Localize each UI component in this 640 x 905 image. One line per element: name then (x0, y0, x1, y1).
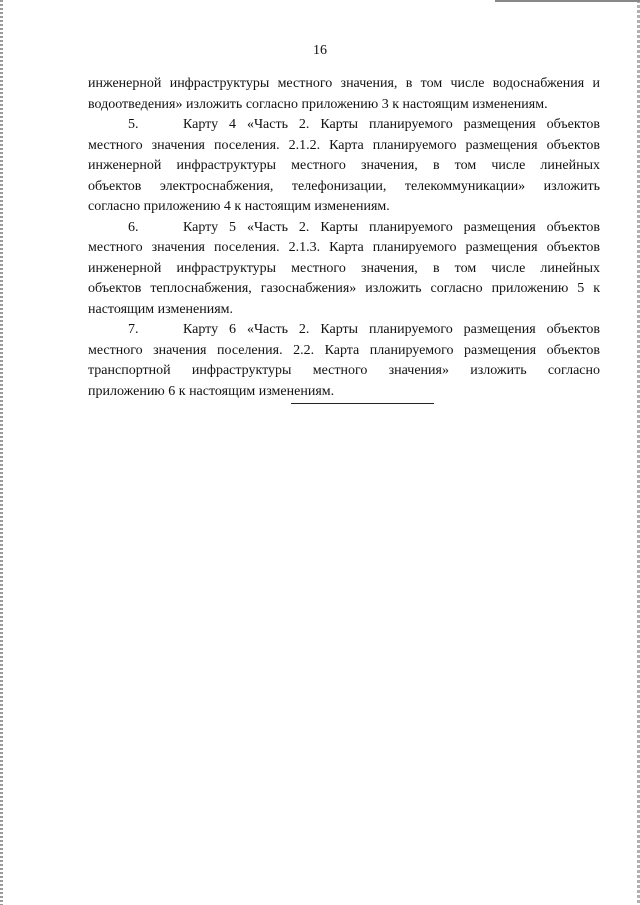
text-line: объектов теплоснабжения, газоснабжения» изложить согласно приложению 5 к (88, 281, 600, 296)
paragraph-item-6 (88, 218, 600, 321)
text-line: инженерной инфраструктуры местного значения, в том числе линейных (88, 158, 600, 173)
text-line: инженерной инфраструктуры местного значения, в том числе водоснабжения и (88, 76, 600, 91)
text-line: согласно приложению 4 к настоящим изменениям. (88, 199, 390, 214)
item-number: 5. (128, 117, 139, 132)
text-line: водоотведения» изложить согласно приложению 3 к настоящим изменениям. (88, 96, 548, 112)
text-line-first (88, 218, 600, 239)
text-line-first (88, 320, 600, 341)
scan-edge-left (0, 0, 3, 905)
paragraph-continuation (88, 74, 600, 115)
paragraph-item-7 (88, 320, 600, 402)
page-number: 16 (313, 43, 327, 58)
text-line: настоящим изменениям. (88, 301, 234, 317)
text-line: объектов электроснабжения, телефонизации, телекоммуникации» изложить (88, 178, 600, 194)
closing-divider (291, 403, 434, 404)
text-line: местного значения поселения. 2.1.3. Карта планируемого размещения объектов (88, 240, 600, 255)
document-body (88, 74, 600, 402)
text-line: местного значения поселения. 2.2. Карта планируемого размещения объектов (88, 342, 600, 358)
item-number: 6. (128, 219, 139, 235)
text-line-rest: Карту 5 «Часть 2. Карты планируемого размещения объектов (183, 219, 600, 235)
text-line: транспортной инфраструктуры местного значения» изложить согласно (88, 363, 600, 378)
text-line: приложению 6 к настоящим изменениям. (88, 383, 335, 399)
item-number: 7. (128, 322, 139, 337)
paragraph-item-5 (88, 115, 600, 218)
text-line-first (88, 115, 600, 136)
scan-edge-top (495, 0, 640, 2)
text-line-rest: Карту 6 «Часть 2. Карты планируемого размещения объектов (183, 322, 600, 337)
text-line-rest: Карту 4 «Часть 2. Карты планируемого размещения объектов (183, 117, 600, 132)
text-line: местного значения поселения. 2.1.2. Карта планируемого размещения объектов (88, 137, 600, 153)
text-line: инженерной инфраструктуры местного значения, в том числе линейных (88, 260, 600, 276)
